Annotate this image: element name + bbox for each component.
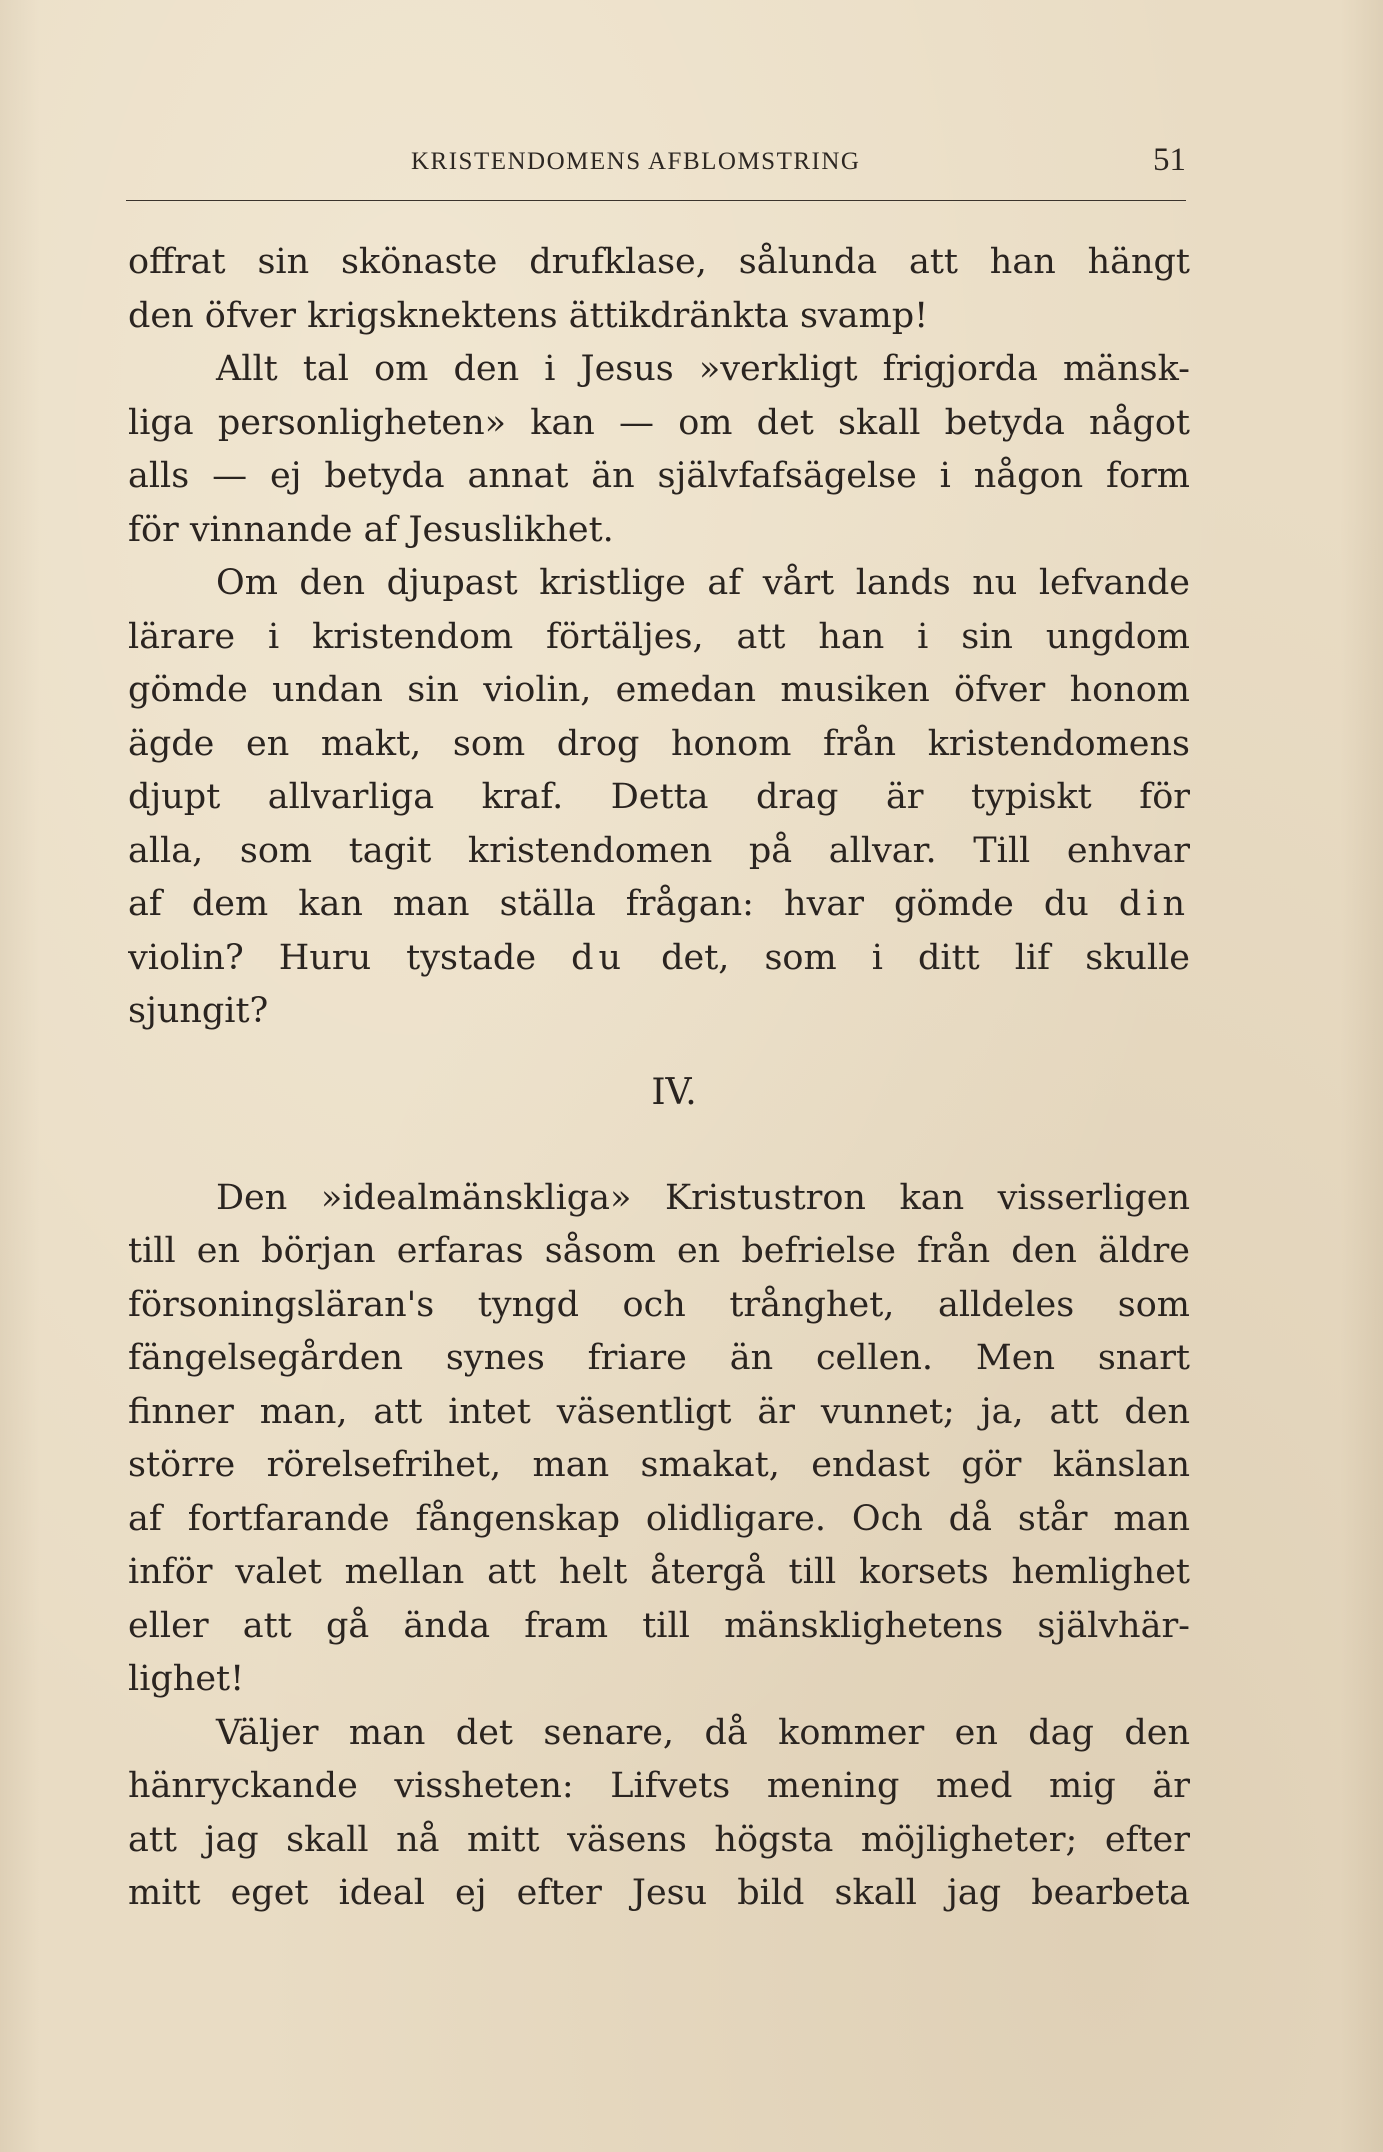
- paragraph-continuation: [128, 236, 1190, 343]
- spaced-emphasis: din: [1118, 884, 1190, 924]
- text-line: gömde undan sin violin, emedan musiken öfver honom: [128, 670, 1190, 710]
- section-spacer: [128, 1146, 1190, 1172]
- text-line: [128, 932, 1190, 986]
- paragraph: [128, 343, 1190, 557]
- text-line: att jag skall nå mitt väsens högsta möjligheter; efter: [128, 1819, 1190, 1860]
- text-line: till en början erfaras såsom en befrielse från den äldre: [128, 1231, 1190, 1271]
- text-line: finner man, att intet väsentligt är vunnet; ja, att den: [128, 1391, 1190, 1432]
- text-line: försoningsläran's tyngd och trånghet, alldeles som: [128, 1284, 1190, 1325]
- text-line: af fortfarande fångenskap olidligare. Och då står man: [128, 1498, 1190, 1539]
- text-segment: det, som i ditt lif skulle: [626, 937, 1190, 978]
- spaced-emphasis: du: [571, 937, 627, 978]
- text-line: mitt eget ideal ej efter Jesu bild skall jag bearbeta: [128, 1873, 1190, 1913]
- body-text: [128, 236, 1190, 1921]
- text-line: hänryckande vissheten: Lifvets mening med mig är: [128, 1766, 1190, 1806]
- text-line: större rörelsefrihet, man smakat, endast gör känslan: [128, 1445, 1190, 1485]
- text-line: sjungit?: [128, 991, 269, 1031]
- text-segment: af dem kan man ställa frågan: hvar gömde du: [128, 884, 1119, 924]
- text-segment: violin? Huru tystade: [128, 937, 572, 978]
- paragraph: [128, 557, 1190, 1039]
- section-numeral: IV.: [651, 1071, 697, 1113]
- header-rule: [126, 200, 1186, 201]
- text-line: för vinnande af Jesuslikhet.: [128, 509, 614, 550]
- text-line: alls — ej betyda annat än självfafsägelse i någon form: [128, 456, 1190, 496]
- page-number: 51: [1153, 142, 1186, 178]
- text-line: Om den djupast kristlige af vårt lands nu lefvande: [216, 563, 1190, 603]
- text-line: Väljer man det senare, då kommer en dag den: [216, 1712, 1190, 1753]
- text-line: lärare i kristendom förtäljes, att han i sin ungdom: [128, 616, 1190, 657]
- text-line: Den »idealmänskliga» Kristustron kan visserligen: [216, 1177, 1190, 1218]
- running-head-title: KRISTENDOMENS AFBLOMSTRING: [411, 148, 861, 175]
- running-head: [126, 142, 1186, 188]
- text-line: den öfver krigsknektens ättikdränkta svamp!: [128, 295, 929, 336]
- text-line: [128, 878, 1190, 932]
- paragraph: [128, 1707, 1190, 1921]
- text-line: Allt tal om den i Jesus »verkligt frigjorda mänsk-: [216, 349, 1190, 389]
- text-line: lighet!: [128, 1659, 245, 1699]
- text-line: eller att gå ända fram till mänsklighetens självhär-: [128, 1605, 1190, 1646]
- text-line: ägde en makt, som drog honom från kristendomens: [128, 723, 1190, 764]
- text-line: alla, som tagit kristendomen på allvar. Till enhvar: [128, 830, 1190, 871]
- text-line: offrat sin skönaste drufklase, sålunda att han hängt: [128, 242, 1190, 282]
- text-line: fängelsegården synes friare än cellen. Men snart: [128, 1338, 1190, 1378]
- text-line: inför valet mellan att helt återgå till korsets hemlighet: [128, 1552, 1190, 1592]
- text-line: djupt allvarliga kraf. Detta drag är typiskt för: [128, 777, 1190, 817]
- paragraph: [128, 1172, 1190, 1707]
- text-line: liga personligheten» kan — om det skall betyda något: [128, 402, 1190, 443]
